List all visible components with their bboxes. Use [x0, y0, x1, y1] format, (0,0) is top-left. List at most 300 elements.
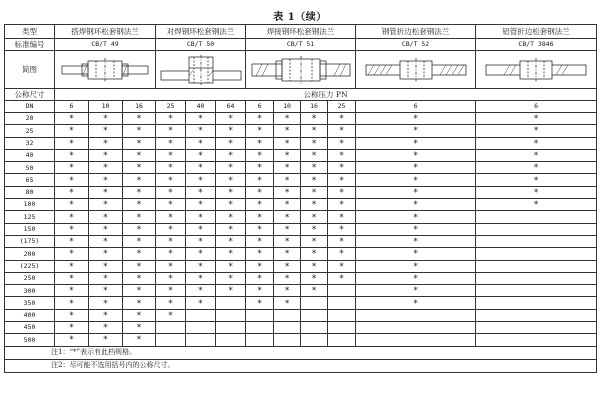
availability-mark: * — [55, 334, 89, 346]
table-row — [5, 322, 597, 334]
availability-mark: * — [246, 125, 274, 137]
availability-mark: * — [216, 174, 246, 186]
availability-mark: * — [89, 199, 123, 211]
availability-mark: * — [216, 235, 246, 247]
availability-mark: * — [328, 113, 356, 125]
availability-mark: * — [356, 162, 476, 174]
availability-mark: * — [123, 186, 156, 198]
availability-mark: * — [55, 223, 89, 235]
availability-mark: * — [89, 113, 123, 125]
availability-mark — [301, 334, 328, 346]
availability-mark: * — [156, 113, 186, 125]
availability-mark: * — [89, 309, 123, 321]
availability-mark: * — [55, 113, 89, 125]
availability-mark: * — [89, 235, 123, 247]
availability-mark: * — [274, 125, 301, 137]
availability-mark: * — [89, 272, 123, 284]
availability-mark — [356, 309, 476, 321]
availability-mark — [274, 322, 301, 334]
pn-value: 6 — [246, 101, 274, 113]
availability-mark: * — [274, 285, 301, 297]
availability-mark: * — [356, 285, 476, 297]
availability-mark: * — [55, 211, 89, 223]
aluminum-flanged-pipe-sketch — [476, 51, 597, 89]
availability-mark: * — [274, 223, 301, 235]
availability-mark: * — [156, 174, 186, 186]
availability-mark: * — [356, 186, 476, 198]
availability-mark: * — [274, 211, 301, 223]
availability-mark — [476, 248, 597, 260]
lap-weld-ring-flange-sketch — [55, 51, 156, 89]
availability-mark: * — [89, 186, 123, 198]
availability-mark: * — [301, 235, 328, 247]
availability-mark: * — [89, 260, 123, 272]
availability-mark: * — [476, 125, 597, 137]
table-row — [5, 334, 597, 346]
availability-mark: * — [156, 285, 186, 297]
availability-mark: * — [55, 137, 89, 149]
availability-mark: * — [328, 199, 356, 211]
availability-mark — [328, 297, 356, 309]
flange-type-name: 焊接钢环松套钢法兰 — [246, 25, 356, 39]
availability-mark: * — [328, 186, 356, 198]
pn-value: 25 — [156, 101, 186, 113]
availability-mark: * — [156, 309, 186, 321]
note-2: 注2：尽可能不选用括号内的公称尺寸。 — [5, 359, 597, 372]
availability-mark: * — [123, 322, 156, 334]
dn-value: 125 — [5, 211, 55, 223]
availability-mark: * — [123, 113, 156, 125]
dn-value: 100 — [5, 199, 55, 211]
availability-mark: * — [123, 137, 156, 149]
availability-mark — [476, 272, 597, 284]
availability-mark: * — [216, 149, 246, 161]
availability-mark — [476, 322, 597, 334]
availability-mark: * — [156, 211, 186, 223]
dn-value: (175) — [5, 235, 55, 247]
flange-type-name: 对焊钢环松套钢法兰 — [156, 25, 246, 39]
availability-mark: * — [216, 285, 246, 297]
availability-mark: * — [356, 199, 476, 211]
availability-mark: * — [89, 174, 123, 186]
availability-mark: * — [301, 137, 328, 149]
dn-value: 450 — [5, 322, 55, 334]
availability-mark — [356, 322, 476, 334]
availability-mark: * — [301, 149, 328, 161]
availability-mark: * — [123, 334, 156, 346]
availability-mark — [476, 223, 597, 235]
availability-mark: * — [301, 174, 328, 186]
availability-mark: * — [55, 285, 89, 297]
standard-number: CB/T 52 — [356, 39, 476, 51]
pn-value: 10 — [89, 101, 123, 113]
dn-value: 250 — [5, 272, 55, 284]
availability-mark: * — [55, 322, 89, 334]
availability-mark — [476, 211, 597, 223]
availability-mark: * — [55, 186, 89, 198]
flange-spec-table — [4, 24, 597, 373]
dn-value: 32 — [5, 137, 55, 149]
dn-value: 200 — [5, 248, 55, 260]
availability-mark: * — [328, 137, 356, 149]
availability-mark: * — [274, 186, 301, 198]
availability-mark: * — [55, 260, 89, 272]
availability-mark: * — [186, 186, 216, 198]
pn-value: 16 — [123, 101, 156, 113]
nominal-size-label: 公称尺寸 — [5, 89, 55, 101]
availability-mark: * — [356, 137, 476, 149]
table-row — [5, 113, 597, 125]
availability-mark: * — [246, 174, 274, 186]
availability-mark — [246, 322, 274, 334]
availability-mark: * — [328, 149, 356, 161]
table-row — [5, 149, 597, 161]
availability-mark: * — [123, 248, 156, 260]
nominal-pressure-label: 公称压力 PN — [55, 89, 597, 101]
availability-mark: * — [186, 199, 216, 211]
note-row — [5, 359, 597, 372]
type-label: 类型 — [5, 25, 55, 39]
dn-value: 400 — [5, 309, 55, 321]
type-row — [5, 25, 597, 39]
availability-mark — [328, 285, 356, 297]
availability-mark — [216, 334, 246, 346]
availability-mark — [476, 260, 597, 272]
dn-value: 50 — [5, 162, 55, 174]
table-row — [5, 235, 597, 247]
availability-mark: * — [156, 199, 186, 211]
availability-mark: * — [216, 113, 246, 125]
availability-mark: * — [274, 260, 301, 272]
dn-value: 300 — [5, 285, 55, 297]
pressure-header-row — [5, 89, 597, 101]
availability-mark: * — [89, 322, 123, 334]
availability-mark: * — [156, 223, 186, 235]
availability-mark: * — [476, 149, 597, 161]
availability-mark: * — [328, 223, 356, 235]
availability-mark — [476, 235, 597, 247]
flange-type-name: 钢管折边松套钢法兰 — [356, 25, 476, 39]
availability-mark: * — [301, 285, 328, 297]
availability-mark — [301, 297, 328, 309]
availability-mark: * — [186, 248, 216, 260]
availability-mark: * — [328, 174, 356, 186]
standard-number: CB/T 50 — [156, 39, 246, 51]
availability-mark: * — [156, 137, 186, 149]
availability-mark — [186, 322, 216, 334]
availability-mark: * — [356, 297, 476, 309]
table-row — [5, 125, 597, 137]
standard-label: 标准编号 — [5, 39, 55, 51]
availability-mark: * — [156, 235, 186, 247]
availability-mark: * — [476, 162, 597, 174]
table-row — [5, 162, 597, 174]
availability-mark: * — [476, 186, 597, 198]
availability-mark — [476, 285, 597, 297]
availability-mark: * — [301, 211, 328, 223]
availability-mark: * — [186, 223, 216, 235]
availability-mark: * — [216, 162, 246, 174]
availability-mark: * — [356, 174, 476, 186]
availability-mark: * — [356, 235, 476, 247]
availability-mark: * — [55, 272, 89, 284]
pn-value: 40 — [186, 101, 216, 113]
pn-value: 16 — [301, 101, 328, 113]
availability-mark: * — [246, 297, 274, 309]
availability-mark: * — [328, 235, 356, 247]
standard-row — [5, 39, 597, 51]
standard-number: CB/T 51 — [246, 39, 356, 51]
availability-mark: * — [55, 125, 89, 137]
availability-mark — [216, 297, 246, 309]
availability-mark: * — [246, 248, 274, 260]
availability-mark — [216, 322, 246, 334]
dn-value: 500 — [5, 334, 55, 346]
availability-mark — [476, 297, 597, 309]
table-row — [5, 137, 597, 149]
note-row — [5, 346, 597, 359]
availability-mark: * — [156, 186, 186, 198]
availability-mark: * — [123, 285, 156, 297]
availability-mark: * — [328, 260, 356, 272]
availability-mark: * — [274, 272, 301, 284]
availability-mark: * — [55, 309, 89, 321]
availability-mark — [156, 334, 186, 346]
availability-mark: * — [89, 223, 123, 235]
availability-mark: * — [123, 174, 156, 186]
availability-mark: * — [123, 309, 156, 321]
availability-mark: * — [186, 113, 216, 125]
availability-mark — [356, 334, 476, 346]
flange-type-name: 铝管折边松套钢法兰 — [476, 25, 597, 39]
availability-mark: * — [274, 137, 301, 149]
availability-mark: * — [246, 272, 274, 284]
pn-value: 6 — [55, 101, 89, 113]
pn-value: 10 — [274, 101, 301, 113]
dn-value: 80 — [5, 186, 55, 198]
availability-mark: * — [216, 186, 246, 198]
availability-mark: * — [301, 199, 328, 211]
availability-mark: * — [89, 297, 123, 309]
table-row — [5, 223, 597, 235]
availability-mark: * — [216, 211, 246, 223]
availability-mark: * — [55, 174, 89, 186]
availability-mark: * — [89, 334, 123, 346]
availability-mark: * — [301, 162, 328, 174]
availability-mark: * — [123, 272, 156, 284]
dn-value: 25 — [5, 125, 55, 137]
availability-mark: * — [328, 272, 356, 284]
availability-mark — [274, 334, 301, 346]
dn-value: 20 — [5, 113, 55, 125]
availability-mark: * — [246, 186, 274, 198]
availability-mark: * — [476, 137, 597, 149]
availability-mark: * — [328, 125, 356, 137]
availability-mark — [328, 309, 356, 321]
dn-value: 65 — [5, 174, 55, 186]
availability-mark — [328, 334, 356, 346]
availability-mark: * — [216, 223, 246, 235]
availability-mark: * — [246, 199, 274, 211]
table-row — [5, 309, 597, 321]
availability-mark — [301, 309, 328, 321]
availability-mark: * — [186, 125, 216, 137]
availability-mark: * — [216, 137, 246, 149]
availability-mark: * — [89, 285, 123, 297]
availability-mark: * — [186, 211, 216, 223]
dn-value: (225) — [5, 260, 55, 272]
welded-ring-flange-sketch — [246, 51, 356, 89]
pn-value: 6 — [476, 101, 597, 113]
availability-mark: * — [356, 113, 476, 125]
availability-mark: * — [55, 297, 89, 309]
availability-mark: * — [156, 248, 186, 260]
availability-mark: * — [123, 223, 156, 235]
availability-mark: * — [246, 149, 274, 161]
pn-value: 64 — [216, 101, 246, 113]
availability-mark: * — [301, 260, 328, 272]
availability-mark: * — [301, 223, 328, 235]
availability-mark: * — [89, 149, 123, 161]
availability-mark: * — [476, 113, 597, 125]
availability-mark: * — [216, 260, 246, 272]
availability-mark: * — [274, 248, 301, 260]
availability-mark: * — [274, 199, 301, 211]
availability-mark: * — [156, 162, 186, 174]
availability-mark: * — [356, 125, 476, 137]
butt-weld-ring-flange-sketch — [156, 51, 246, 89]
table-row — [5, 199, 597, 211]
availability-mark — [246, 334, 274, 346]
availability-mark: * — [356, 248, 476, 260]
sketch-row — [5, 51, 597, 89]
availability-mark: * — [246, 223, 274, 235]
availability-mark: * — [55, 199, 89, 211]
availability-mark — [476, 309, 597, 321]
table-title: 表 1（续） — [273, 12, 327, 23]
dn-value: 150 — [5, 223, 55, 235]
pn-value: 25 — [328, 101, 356, 113]
availability-mark: * — [356, 272, 476, 284]
availability-mark: * — [89, 162, 123, 174]
availability-mark: * — [123, 162, 156, 174]
dn-value: 350 — [5, 297, 55, 309]
dn-label: DN — [5, 101, 55, 113]
availability-mark: * — [301, 248, 328, 260]
availability-mark — [186, 309, 216, 321]
availability-mark: * — [246, 211, 274, 223]
availability-mark: * — [123, 199, 156, 211]
availability-mark: * — [356, 149, 476, 161]
availability-mark: * — [89, 125, 123, 137]
availability-mark — [328, 322, 356, 334]
availability-mark — [274, 309, 301, 321]
availability-mark: * — [123, 149, 156, 161]
availability-mark: * — [476, 199, 597, 211]
availability-mark: * — [186, 149, 216, 161]
availability-mark: * — [246, 162, 274, 174]
availability-mark: * — [216, 199, 246, 211]
availability-mark: * — [89, 248, 123, 260]
steel-flanged-pipe-sketch — [356, 51, 476, 89]
availability-mark: * — [123, 260, 156, 272]
availability-mark: * — [123, 211, 156, 223]
availability-mark: * — [186, 137, 216, 149]
availability-mark: * — [301, 272, 328, 284]
availability-mark: * — [356, 260, 476, 272]
dn-value: 40 — [5, 149, 55, 161]
availability-mark: * — [186, 297, 216, 309]
availability-mark: * — [328, 248, 356, 260]
availability-mark: * — [274, 297, 301, 309]
standard-number: CB/T 3846 — [476, 39, 597, 51]
availability-mark — [156, 322, 186, 334]
note-1: 注1：“*”表示有此档规格。 — [5, 346, 597, 359]
availability-mark — [186, 334, 216, 346]
standard-number: CB/T 49 — [55, 39, 156, 51]
availability-mark: * — [301, 125, 328, 137]
availability-mark: * — [476, 174, 597, 186]
availability-mark: * — [216, 125, 246, 137]
availability-mark: * — [274, 162, 301, 174]
availability-mark: * — [274, 174, 301, 186]
table-row — [5, 174, 597, 186]
availability-mark: * — [246, 235, 274, 247]
availability-mark: * — [246, 137, 274, 149]
availability-mark: * — [156, 272, 186, 284]
table-row — [5, 260, 597, 272]
availability-mark: * — [246, 113, 274, 125]
table-row — [5, 285, 597, 297]
flange-type-name: 搭焊钢环松套钢法兰 — [55, 25, 156, 39]
availability-mark — [301, 322, 328, 334]
table-row — [5, 186, 597, 198]
availability-mark: * — [246, 285, 274, 297]
availability-mark: * — [301, 113, 328, 125]
table-row — [5, 297, 597, 309]
availability-mark: * — [123, 297, 156, 309]
availability-mark: * — [55, 149, 89, 161]
pn-values-row — [5, 101, 597, 113]
availability-mark: * — [186, 162, 216, 174]
availability-mark: * — [186, 174, 216, 186]
table-row — [5, 248, 597, 260]
availability-mark: * — [156, 260, 186, 272]
availability-mark: * — [246, 260, 274, 272]
availability-mark: * — [186, 235, 216, 247]
availability-mark: * — [55, 235, 89, 247]
availability-mark: * — [274, 235, 301, 247]
availability-mark: * — [274, 149, 301, 161]
availability-mark: * — [186, 260, 216, 272]
availability-mark: * — [356, 223, 476, 235]
availability-mark: * — [274, 113, 301, 125]
availability-mark: * — [89, 211, 123, 223]
availability-mark: * — [89, 137, 123, 149]
availability-mark — [476, 334, 597, 346]
table-row — [5, 211, 597, 223]
availability-mark: * — [328, 162, 356, 174]
availability-mark — [246, 309, 274, 321]
table-row — [5, 272, 597, 284]
availability-mark: * — [156, 149, 186, 161]
availability-mark: * — [55, 248, 89, 260]
availability-mark: * — [123, 125, 156, 137]
availability-mark: * — [356, 211, 476, 223]
sketch-label: 简图 — [5, 51, 55, 89]
availability-mark — [216, 309, 246, 321]
availability-mark: * — [55, 162, 89, 174]
